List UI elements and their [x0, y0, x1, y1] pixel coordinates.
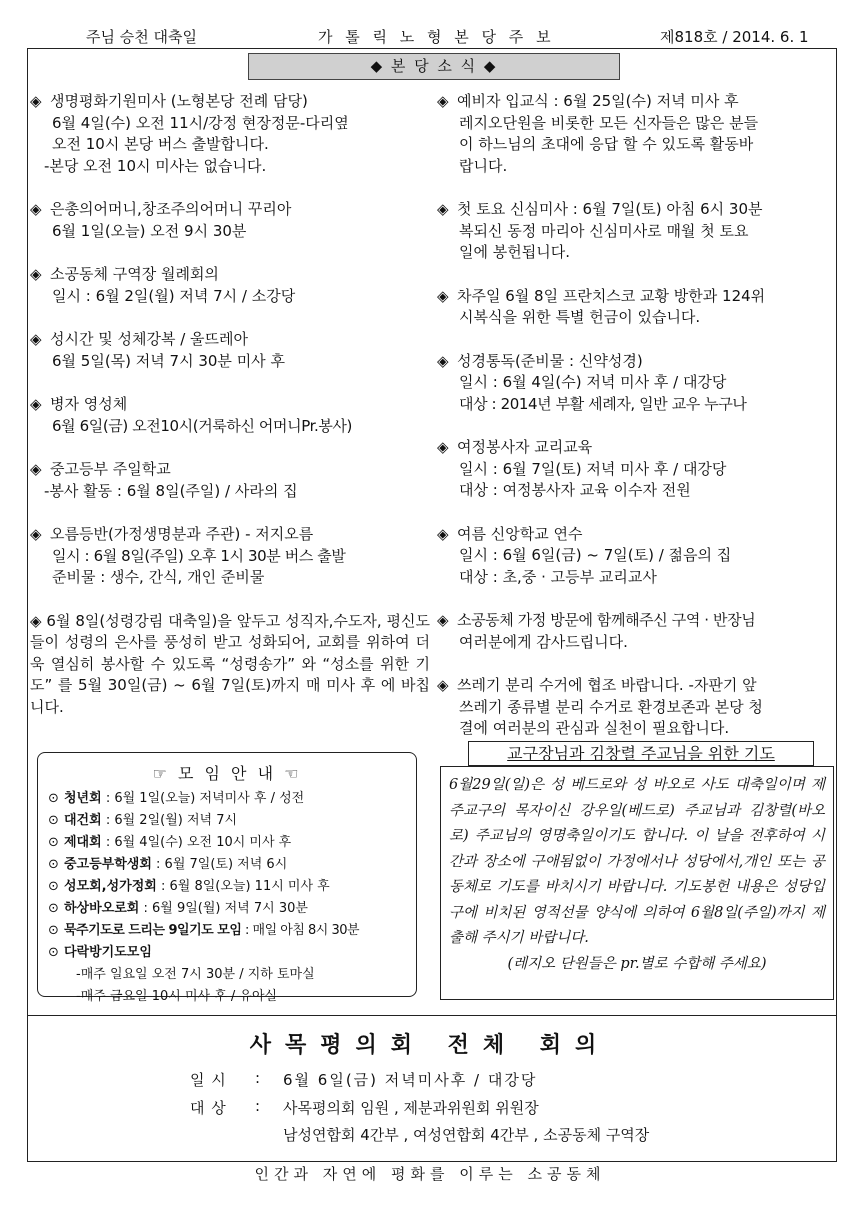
- notice-item: ◈ 성시간 및 성체강복 / 울뜨레아 6월 5일(목) 저녁 7시 30분 미사 후: [30, 330, 285, 370]
- colon: :: [255, 1097, 261, 1115]
- list-item: ⊙ 청년회 : 6월 1일(오늘) 저녁미사 후 / 성전: [48, 788, 416, 810]
- council-target-label: 대 상: [190, 1099, 227, 1117]
- circle-dot-icon: ⊙: [48, 835, 59, 850]
- meeting-list: [48, 788, 416, 1008]
- council-date: 6월 6일(금) 저녁미사후 / 대강당: [283, 1071, 538, 1089]
- list-item: ⊙ 묵주기도로 드리는 9일기도 모임 : 매일 아침 8시 30분: [48, 920, 416, 942]
- diamond-icon: ◈: [437, 200, 449, 218]
- meeting-title: ☞ 모 임 안 내 ☜: [152, 764, 302, 783]
- notice-item: ◈ 여름 신앙학교 연수 일시 : 6월 6일(금) ~ 7일(토) / 젊음의 집 대상 : 초,중 · 고등부 교리교사: [437, 524, 732, 586]
- diamond-icon: ◈: [30, 200, 42, 218]
- notice-item: ◈ 생명평화기원미사 (노형본당 전례 담당) 6월 4일(수) 오전 11시/강정 현장정문-다리옆 오전 10시 본당 버스 출발합니다. -본당 오전 10시 미사는 없습니다.: [30, 92, 349, 175]
- circle-dot-icon: ⊙: [48, 791, 59, 806]
- diamond-icon: ◈: [30, 395, 42, 413]
- diamond-icon: ◈: [30, 265, 42, 283]
- circle-dot-icon: ⊙: [48, 945, 59, 960]
- council-title: 사목평의회 전체 회의: [249, 1033, 611, 1058]
- diamond-icon: ◈: [437, 676, 449, 694]
- notice-item: ◈ 오름등반(가정생명분과 주관) - 저지오름 일시 : 6월 8일(주일) 오후 1시 30분 버스 출발 준비물 : 생수, 간식, 개인 준비물: [30, 525, 346, 586]
- list-item: -매주 금요일 10시 미사 후 / 유아실: [76, 989, 278, 1004]
- diamond-icon: ◈: [30, 525, 42, 543]
- right-column: [437, 91, 834, 762]
- council-date-label: 일 시: [190, 1071, 227, 1089]
- prayer-note: (레지오 단원들은 pr.별로 수합해 주세요): [507, 955, 767, 972]
- notice-item: ◈ 소공동체 가정 방문에 함께해주신 구역 · 반장님 여러분에게 감사드립니다.: [437, 611, 756, 651]
- notice-item: ◈ 병자 영성체 6월 6일(금) 오전10시(거룩하신 어머니Pr.봉사): [30, 395, 352, 435]
- list-item: ⊙ 대건회 : 6월 2일(월) 저녁 7시: [48, 810, 416, 832]
- diamond-icon: ◈: [30, 330, 42, 348]
- notice-item: ◈ 예비자 입교식 : 6월 25일(수) 저녁 미사 후 레지오단원을 비롯한 모든 신자들은 많은 분들 이 하느님의 초대에 응답 할 수 있도록 활동바 랍니다.: [437, 92, 759, 175]
- bulletin-title: 가 톨 릭 노 형 본 당 주 보: [318, 28, 555, 46]
- list-item: ⊙ 제대회 : 6월 4일(수) 오전 10시 미사 후: [48, 832, 416, 854]
- feast-name: 주님 승천 대축일: [86, 28, 197, 46]
- circle-dot-icon: ⊙: [48, 813, 59, 828]
- circle-dot-icon: ⊙: [48, 879, 59, 894]
- meeting-box: [37, 752, 417, 1004]
- colon: :: [255, 1069, 261, 1087]
- notice-item: ◈ 성경통독(준비물 : 신약성경) 일시 : 6월 4일(수) 저녁 미사 후 / 대강당 대상 : 2014년 부활 세례자, 일반 교우 누구나: [437, 351, 747, 413]
- circle-dot-icon: ⊙: [48, 923, 59, 938]
- footer-slogan: 인간과 자연에 평화를 이루는 소공동체: [254, 1165, 606, 1183]
- notice-item: ◈ 중고등부 주일학교 -봉사 활동 : 6월 8일(주일) / 사라의 집: [30, 460, 298, 500]
- circle-dot-icon: ⊙: [48, 857, 59, 872]
- notice-item: ◈ 첫 토요 신심미사 : 6월 7일(토) 아침 6시 30분 복되신 동정 마리아 신심미사로 매월 첫 토요 일에 봉헌됩니다.: [437, 200, 763, 261]
- diamond-icon: ◈: [437, 92, 449, 110]
- section-title: ◆ 본 당 소 식 ◆: [248, 53, 620, 80]
- diamond-icon: ◈: [437, 351, 449, 370]
- pentecost-paragraph: ◈ 6월 8일(성령강림 대축일)을 앞두고 성직자,수도자, 평신도들이 성령의 은사를 풍성히 받고 성화되어, 교회를 위하여 더욱 열심히 봉사할 수 있도록 “성령송가” 와 “성소를 위한 기도” 를 5월 30일(금) ~ 6월 7일(토)까지 매 미사 후 에 바칩니다.: [30, 611, 430, 716]
- list-item: ⊙ 하상바오로회 : 6월 9일(월) 저녁 7시 30분: [48, 898, 416, 920]
- diamond-icon: ◈: [437, 611, 449, 629]
- notice-item: ◈ 쓰레기 분리 수거에 협조 바랍니다. -자판기 앞 쓰레기 종류별 분리 수거로 환경보존과 본당 청 결에 여러분의 관심과 실천이 필요합니다.: [437, 676, 763, 737]
- header: [0, 26, 860, 48]
- diamond-icon: ◈: [30, 92, 42, 110]
- council-target-2: 남성연합회 4간부 , 여성연합회 4간부 , 소공동체 구역장: [283, 1126, 650, 1144]
- notice-item: ◈ 차주일 6월 8일 프란치스코 교황 방한과 124위 시복식을 위한 특별 헌금이 있습니다.: [437, 286, 766, 326]
- prayer-title: 교구장님과 김창렬 주교님을 위한 기도: [468, 741, 814, 766]
- notice-item: ◈ 여정봉사자 교리교육 일시 : 6월 7일(토) 저녁 미사 후 / 대강당 대상 : 여정봉사자 교육 이수자 전원: [437, 438, 727, 499]
- list-item: -매주 일요일 오전 7시 30분 / 지하 토마실: [76, 967, 315, 982]
- notice-item: ◈ 은총의어머니,창조주의어머니 꾸리아 6월 1일(오늘) 오전 9시 30분: [30, 200, 292, 240]
- circle-dot-icon: ⊙: [48, 901, 59, 916]
- diamond-icon: ◈: [30, 460, 42, 478]
- list-item: ⊙ 중고등부학생회 : 6월 7일(토) 저녁 6시: [48, 854, 416, 876]
- diamond-icon: ◈: [437, 286, 449, 305]
- left-column: [30, 91, 430, 718]
- diamond-icon: ◈: [437, 524, 449, 543]
- issue-number: 제818호 / 2014. 6. 1: [660, 28, 809, 46]
- divider: [27, 1015, 837, 1016]
- prayer-box: [440, 766, 834, 1000]
- list-item: ⊙ 다락방기도모임: [48, 942, 416, 964]
- notice-item: ◈ 소공동체 구역장 월례회의 일시 : 6월 2일(월) 저녁 7시 / 소강당: [30, 265, 296, 305]
- council-target-1: 사목평의회 임원 , 제분과위원회 위원장: [283, 1099, 539, 1117]
- diamond-icon: ◈: [437, 438, 449, 456]
- prayer-body: 6월29일(일)은 성 베드로와 성 바오로 사도 대축일이며 제주교구의 목자이신 강우일(베드로) 주교님과 김창렬(바오로) 주교님의 영명축일이기도 합니다. 이 날을 전후하여 시간과 장소에 구애됨없이 가정에서나 성당에서,개인 또는 공동체로 기도를 바치시기 바랍니다. 기도봉헌 내용은 성당입구에 비치된 영적선물 양식에 의하여 6월8일(주일)까지 제출해 주시기 바랍니다.: [449, 777, 825, 946]
- list-item: ⊙ 성모회,성가정회 : 6월 8일(오늘) 11시 미사 후: [48, 876, 416, 898]
